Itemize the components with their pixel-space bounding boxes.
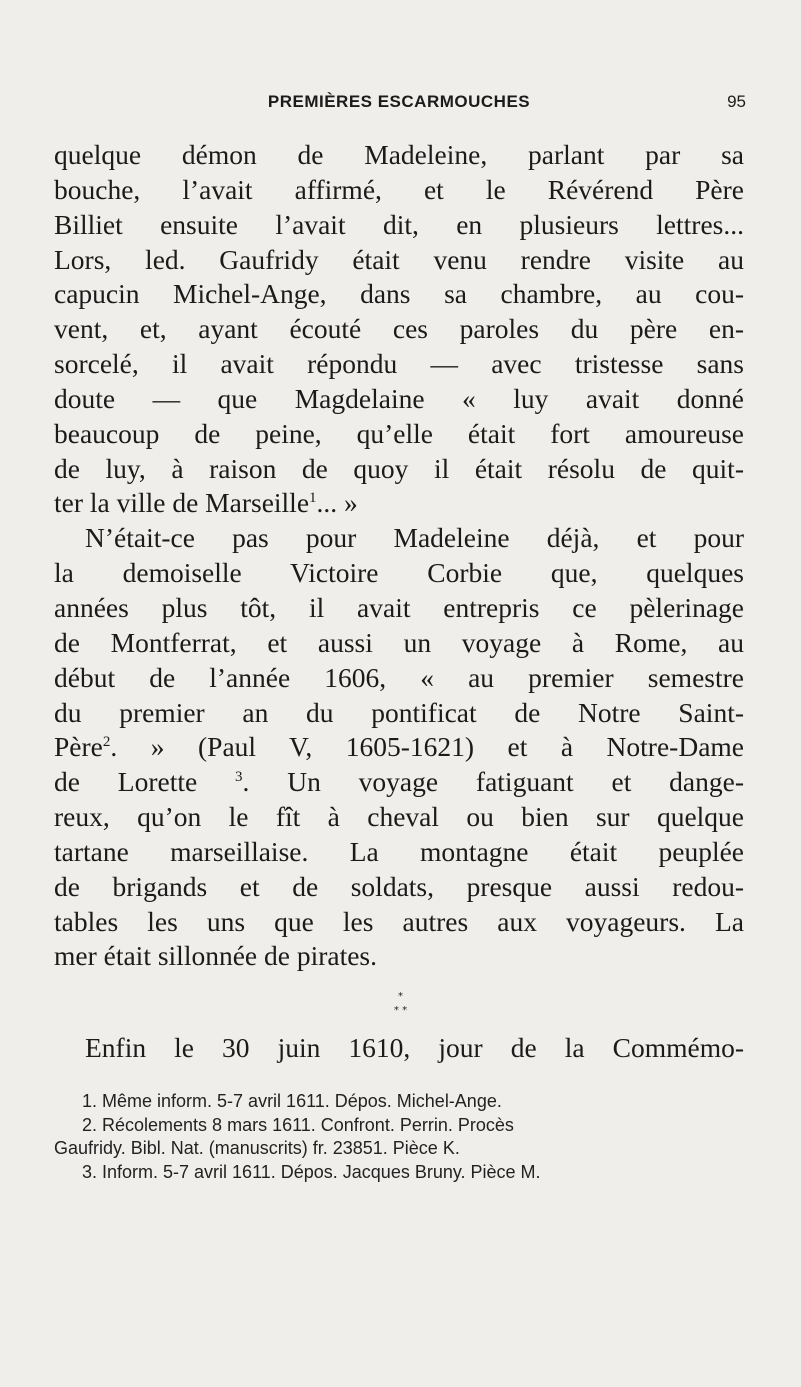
running-title: PREMIÈRES ESCARMOUCHES bbox=[267, 92, 531, 111]
text-line: N’était-ce pas pour Madeleine déjà, et pour bbox=[85, 522, 744, 554]
text-line: la demoiselle Victoire Corbie que, quelques bbox=[54, 557, 744, 589]
footnotes bbox=[54, 1090, 744, 1184]
text-line: bouche, l’avait affirmé, et le Révérend Père bbox=[54, 173, 744, 205]
text-line: doute — que Magdelaine « luy avait donné bbox=[54, 382, 744, 414]
running-head bbox=[54, 92, 744, 116]
footnote-1: 1. Même inform. 5-7 avril 1611. Dépos. Michel-Ange. bbox=[82, 1091, 502, 1111]
text-line: beaucoup de peine, qu’elle était fort amoureuse bbox=[54, 417, 744, 449]
text-line bbox=[54, 765, 744, 800]
text-segment: . » (Paul V, 1605-1621) et à Notre-Dame bbox=[110, 731, 744, 763]
asterism-bottom: * * bbox=[393, 1005, 408, 1016]
text-line: Billiet ensuite l’avait dit, en plusieurs lettres... bbox=[54, 208, 744, 240]
body-text bbox=[54, 138, 744, 974]
text-line: de luy, à raison de quoy il était résolu de quit- bbox=[54, 452, 744, 484]
text-line: début de l’année 1606, « au premier semestre bbox=[54, 661, 744, 693]
text-line: du premier an du pontificat de Notre Saint- bbox=[54, 696, 744, 728]
footnote-2-continued: Gaufridy. Bibl. Nat. (manuscrits) fr. 23851. Pièce K. bbox=[54, 1138, 460, 1158]
text-line: tartane marseillaise. La montagne était peuplée bbox=[54, 835, 744, 867]
footnote-ref: 3 bbox=[235, 769, 243, 786]
text-line: reux, qu’on le fît à cheval ou bien sur quelque bbox=[54, 801, 744, 833]
footnote-3: 3. Inform. 5-7 avril 1611. Dépos. Jacques Bruny. Pièce M. bbox=[82, 1161, 541, 1182]
new-section bbox=[54, 1031, 744, 1066]
text-segment: Père bbox=[54, 731, 103, 763]
text-line bbox=[54, 486, 744, 521]
footnote-2: 2. Récolements 8 mars 1611. Confront. Perrin. Procès bbox=[82, 1114, 514, 1135]
text-line: de Montferrat, et aussi un voyage à Rome, au bbox=[54, 626, 744, 658]
text-line: sorcelé, il avait répondu — avec tristesse sans bbox=[54, 348, 744, 380]
text-segment: ... » bbox=[316, 487, 358, 519]
text-line: années plus tôt, il avait entrepris ce pèlerinage bbox=[54, 591, 744, 623]
text-line: de brigands et de soldats, presque aussi redou- bbox=[54, 870, 744, 902]
text-line: tables les uns que les autres aux voyageurs. La bbox=[54, 905, 744, 937]
text-line: quelque démon de Madeleine, parlant par sa bbox=[54, 139, 744, 170]
section-break-asterism bbox=[0, 990, 801, 1018]
text-line: Enfin le 30 juin 1610, jour de la Commémo- bbox=[85, 1032, 744, 1063]
text-line: vent, et, ayant écouté ces paroles du père en- bbox=[54, 313, 744, 345]
text-segment: . Un voyage fatiguant et dange- bbox=[242, 766, 744, 798]
text-segment: ter la ville de Marseille bbox=[54, 487, 310, 519]
text-line: mer était sillonnée de pirates. bbox=[54, 940, 378, 972]
asterism-top: * bbox=[398, 991, 403, 1002]
text-line: Lors, led. Gaufridy était venu rendre visite au bbox=[54, 243, 744, 275]
footnote-ref: 2 bbox=[102, 734, 111, 751]
text-segment: de Lorette bbox=[54, 766, 236, 798]
footnote-ref: 1 bbox=[309, 490, 317, 507]
page-number: 95 bbox=[727, 92, 746, 111]
text-line: capucin Michel-Ange, dans sa chambre, au cou- bbox=[54, 278, 744, 310]
text-line bbox=[54, 730, 744, 765]
